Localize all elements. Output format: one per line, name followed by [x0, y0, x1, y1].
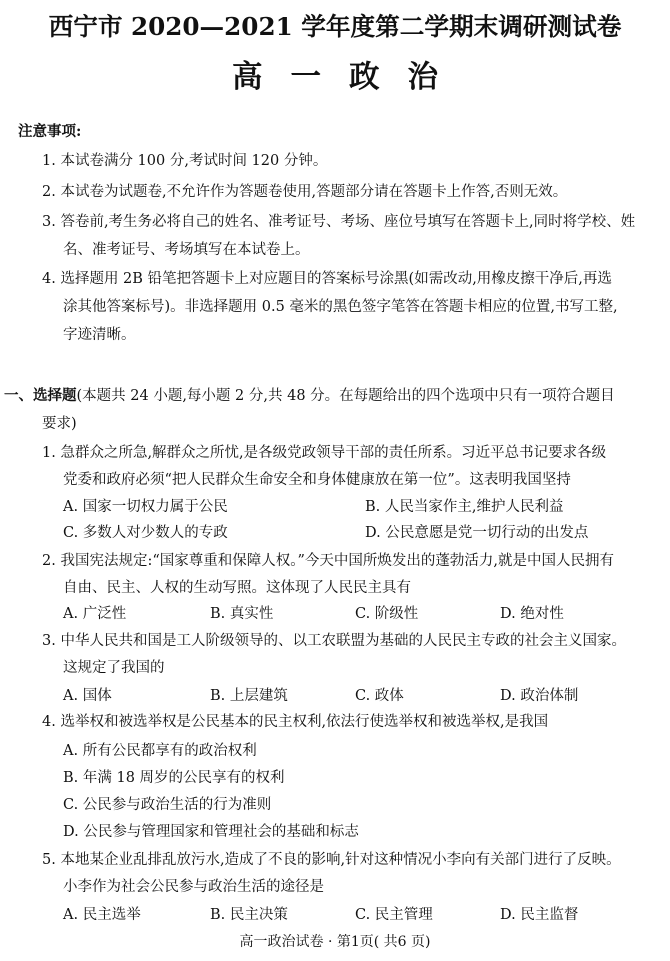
question-5-stem: 5. 本地某企业乱排乱放污水,造成了不良的影响,针对这种情况小李向有关部门进行了反映。: [42, 852, 621, 868]
subject-char: 高: [231, 59, 263, 95]
question-1-option-a: A. 国家一切权力属于公民: [63, 499, 228, 515]
question-5-option-a: A. 民主选举: [63, 907, 141, 923]
question-2-option-b: B. 真实性: [210, 606, 274, 622]
section-title: 一、选择题: [4, 387, 77, 404]
question-2-option-a: A. 广泛性: [63, 606, 127, 622]
question-4-option-d: D. 公民参与管理国家和管理社会的基础和标志: [63, 824, 359, 840]
subject-title: [0, 52, 670, 96]
question-1-option-d: D. 公民意愿是党一切行动的出发点: [365, 525, 589, 541]
question-2-option-c: C. 阶级性: [355, 606, 419, 622]
question-3-option-d: D. 政治体制: [500, 688, 579, 704]
notice-item-2: 2. 本试卷为试题卷,不允许作为答题卷使用,答题部分请在答题卡上作答,否则无效。: [42, 184, 568, 200]
question-3-stem-cont: 这规定了我国的: [63, 660, 165, 676]
question-5-option-d: D. 民主监督: [500, 907, 579, 923]
notice-item-3: 3. 答卷前,考生务必将自己的姓名、准考证号、考场、座位号填写在答题卡上,同时将学校、姓: [42, 214, 636, 230]
question-3-option-b: B. 上层建筑: [210, 688, 288, 704]
subject-char: 一: [290, 59, 321, 95]
question-5-stem-cont: 小李作为社会公民参与政治生活的途径是: [63, 879, 324, 895]
question-2-stem: 2. 我国宪法规定:“国家尊重和保障人权。”今天中国所焕发出的蓬勃活力,就是中国人民拥有: [42, 553, 615, 569]
subject-char: 政: [349, 59, 380, 95]
question-4-option-c: C. 公民参与政治生活的行为准则: [63, 797, 272, 813]
notice-item-4: 4. 选择题用 2B 铅笔把答题卡上对应题目的答案标号涂黑(如需改动,用橡皮擦干净后,再选: [42, 271, 612, 287]
section-intro: (本题共 24 小题,每小题 2 分,共 48 分。在每题给出的四个选项中只有一项符合题目: [76, 388, 615, 404]
section-intro-cont: 要求): [42, 416, 77, 432]
question-3-stem: 3. 中华人民共和国是工人阶级领导的、以工农联盟为基础的人民民主专政的社会主义国家。: [42, 633, 626, 649]
notice-item-1: 1. 本试卷满分 100 分,考试时间 120 分钟。: [42, 153, 328, 169]
question-2-stem-cont: 自由、民主、人权的生动写照。这体现了人民民主具有: [63, 580, 411, 596]
question-1-stem: 1. 急群众之所急,解群众之所忧,是各级党政领导干部的责任所系。习近平总书记要求各级: [42, 445, 607, 461]
question-3-option-c: C. 政体: [355, 688, 404, 704]
question-4-option-b: B. 年满 18 周岁的公民享有的权利: [63, 770, 285, 786]
question-1-stem-cont: 党委和政府必须“把人民群众生命安全和身体健康放在第一位”。这表明我国坚持: [63, 472, 571, 488]
exam-title: 西宁市 2020—2021 学年度第二学期末调研测试卷: [48, 12, 622, 41]
question-2-option-d: D. 绝对性: [500, 606, 564, 622]
question-1-option-b: B. 人民当家作主,维护人民利益: [365, 499, 564, 515]
notice-heading: 注意事项:: [18, 123, 82, 140]
notice-item-3-cont: 名、准考证号、考场填写在本试卷上。: [63, 242, 310, 258]
question-1-option-c: C. 多数人对少数人的专政: [63, 525, 228, 541]
question-4-option-a: A. 所有公民都享有的政治权利: [63, 743, 257, 759]
subject-char: 治: [407, 59, 439, 95]
question-5-option-b: B. 民主决策: [210, 907, 288, 923]
page-footer: 高一政治试卷 · 第1页( 共6 页): [239, 934, 431, 950]
notice-item-4-cont: 涂其他答案标号)。非选择题用 0.5 毫米的黑色签字笔答在答题卡相应的位置,书写工整,: [63, 299, 618, 315]
question-3-option-a: A. 国体: [63, 688, 112, 704]
section-heading: [4, 386, 615, 406]
question-4-stem: 4. 选举权和被选举权是公民基本的民主权利,依法行使选举权和被选举权,是我国: [42, 714, 549, 730]
notice-item-4-cont: 字迹清晰。: [63, 327, 136, 343]
question-5-option-c: C. 民主管理: [355, 907, 433, 923]
